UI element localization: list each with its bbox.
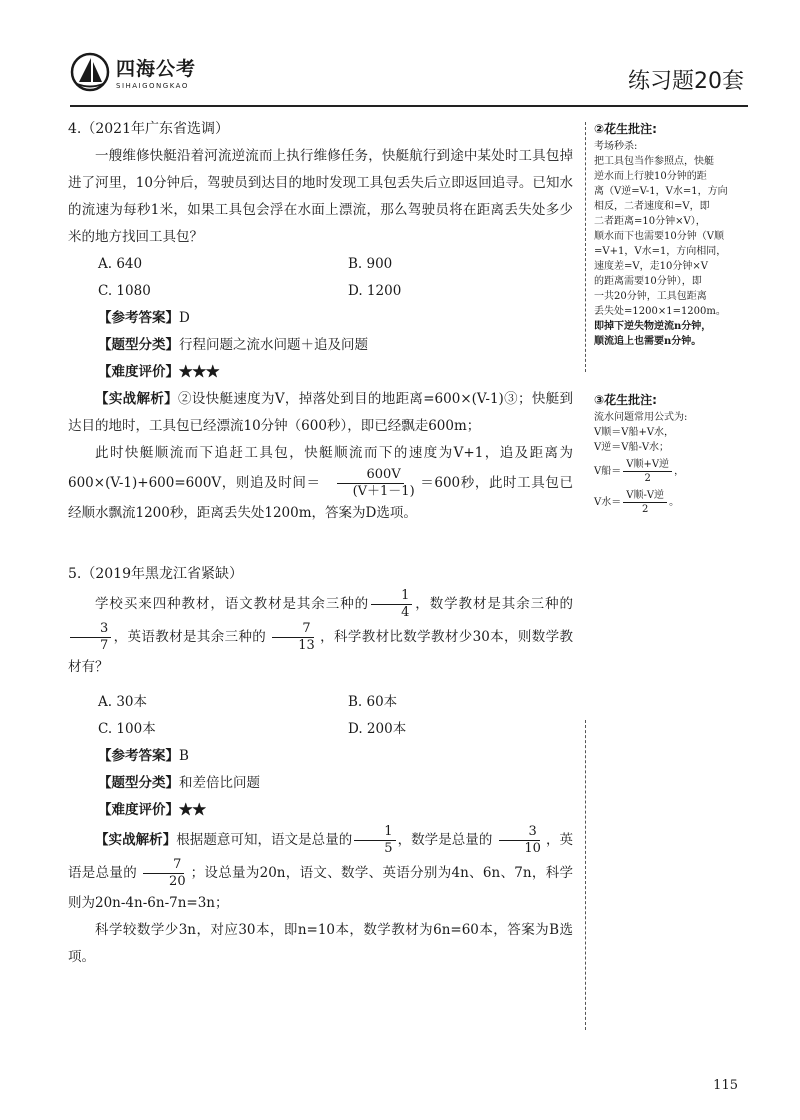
fraction xyxy=(70,621,111,654)
margin-divider xyxy=(585,122,586,372)
option: A. 30本 xyxy=(98,694,148,710)
main-content xyxy=(68,112,573,971)
question-4-stem: 一艘维修快艇沿着河流逆流而上执行维修任务，快艇航行到途中某处时工具包掉进了河里，10分钟后，驾驶员到达目的地时发现工具包丢失后立即返回追寻。已知水的流速为每秒1米，如果工具包会浮在水面上漂流，那么驾驶员将在距离丢失处多少米的地方找回工具包？ xyxy=(68,148,573,245)
formula-text: V船＝ xyxy=(594,466,622,477)
page-title: 练习题20套 xyxy=(628,69,744,94)
difficulty-stars: ★★★ xyxy=(179,364,220,380)
analysis-label: 【实战解析】 xyxy=(95,391,178,407)
side-note-formula xyxy=(594,458,784,485)
fraction xyxy=(139,857,189,890)
side-note-line: 速度差=V，走10分钟×V xyxy=(594,261,708,272)
type-value: 行程问题之流水问题＋追及问题 xyxy=(179,337,368,353)
side-note-line: V顺＝V船+V水， xyxy=(594,427,675,438)
side-note-line: 把工具包当作参照点，快艇 xyxy=(594,156,714,167)
fraction xyxy=(268,621,318,654)
fraction xyxy=(323,467,418,500)
type-label: 【题型分类】 xyxy=(98,337,179,353)
fraction xyxy=(354,824,395,857)
page-number: 115 xyxy=(713,1078,738,1093)
option: B. 60本 xyxy=(348,694,398,710)
side-note-line: =V+1，V水=1，方向相同， xyxy=(594,246,727,257)
fraction-denominator: 10 xyxy=(524,841,541,856)
answer-label: 【参考答案】 xyxy=(98,748,179,764)
question-5-options xyxy=(68,689,573,743)
type-row xyxy=(98,332,573,359)
answer-value: B xyxy=(179,748,189,764)
answer-label: 【参考答案】 xyxy=(98,310,179,326)
difficulty-stars: ★★ xyxy=(179,802,206,818)
analysis-paragraph xyxy=(68,440,573,527)
fraction-numerator: V顺-V逆 xyxy=(623,489,667,503)
fraction-numerator: 7 xyxy=(272,621,313,638)
option: C. 1080 xyxy=(98,283,151,299)
side-note-line: 考场秒杀: xyxy=(594,141,638,152)
type-value: 和差倍比问题 xyxy=(179,775,260,791)
stem-text: ，数学教材是其余三种的 xyxy=(414,596,574,612)
fraction-denominator: 2 xyxy=(641,504,649,515)
side-note-formula xyxy=(594,489,784,516)
fraction-numerator: 1 xyxy=(354,824,395,841)
formula-text: V水＝ xyxy=(594,497,622,508)
side-note-line: 丢失处=1200×1=1200m。 xyxy=(594,306,726,317)
margin-divider xyxy=(585,720,586,1030)
fraction-denominator: 4 xyxy=(401,605,410,620)
fraction-denominator: 7 xyxy=(100,638,109,653)
fraction-numerator: 1 xyxy=(371,588,412,605)
difficulty-row xyxy=(98,359,573,386)
side-note-line: 离（V逆=V-1，V水=1，方向 xyxy=(594,186,728,197)
side-note-line: 流水问题常用公式为: xyxy=(594,412,688,423)
analysis-text: ，数学是总量的 xyxy=(397,832,493,848)
fraction-denominator: 5 xyxy=(384,841,393,856)
fraction-numerator: 7 xyxy=(143,857,184,874)
fraction-numerator: 3 xyxy=(70,621,111,638)
sailboat-logo-icon xyxy=(70,52,110,92)
option: D. 200本 xyxy=(348,721,407,737)
analysis-text: 根据题意可知，语文是总量的 xyxy=(176,832,353,848)
logo-name: 四海公考 xyxy=(116,58,197,80)
logo-subtitle: SIHAIGONGKAO xyxy=(116,82,189,90)
side-note-line: 相反，二者速度和=V，即 xyxy=(594,201,710,212)
side-note-line: 的距离需要10分钟），即 xyxy=(594,276,702,287)
side-note-line: V逆＝V船-V水； xyxy=(594,442,670,453)
analysis-text: ＝600秒，此时工具包已经顺水飘流1200秒，距离丢失处1200m，答案为D选项。 xyxy=(68,475,573,521)
header-divider xyxy=(70,105,748,107)
analysis-paragraph: 科学较数学少3n，对应30本，即n=10本，数学教材为6n=60本，答案为B选项。 xyxy=(68,922,573,965)
type-row xyxy=(98,770,573,797)
fraction-denominator: 2 xyxy=(644,473,651,484)
analysis-label: 【实战解析】 xyxy=(95,832,177,848)
analysis-text: ，英语是总量的 xyxy=(68,832,574,881)
side-note-bold-line: 即掉下逆失物逆流n分钟， xyxy=(594,321,712,332)
answer-row xyxy=(98,743,573,770)
side-note-line: 一共20分钟，工具包距离 xyxy=(594,291,707,302)
fraction xyxy=(623,489,667,516)
question-5-stem xyxy=(68,588,573,681)
side-note-line: 二者距离=10分钟×V）， xyxy=(594,216,706,227)
analysis-text: ②设快艇速度为V，掉落处到目的地距离=600×(V-1)③；快艇到达目的地时，工具包已经漂流10分钟（600秒），即已经飘走600m； xyxy=(68,391,573,434)
side-notes xyxy=(594,122,784,516)
option: D. 1200 xyxy=(348,283,402,299)
analysis-paragraph xyxy=(68,386,573,440)
stem-text: 学校买来四种教材，语文教材是其余三种的 xyxy=(95,596,370,612)
option: B. 900 xyxy=(348,256,393,272)
header-logo xyxy=(70,52,196,92)
stem-text: ，科学教材比数学教材少30本，则数学教材有？ xyxy=(68,629,574,675)
question-5-header: 5.（2019年黑龙江省紧缺） xyxy=(68,566,243,582)
fraction-numerator: 3 xyxy=(499,824,540,841)
difficulty-label: 【难度评价】 xyxy=(98,802,179,818)
difficulty-label: 【难度评价】 xyxy=(98,364,179,380)
analysis-text: ；设总量为20n，语文、数学、英语分别为4n、6n、7n，科学则为20n-4n-6n-7n=3n； xyxy=(68,865,573,911)
analysis-paragraph xyxy=(68,824,573,917)
fraction xyxy=(494,824,544,857)
fraction-denominator: 13 xyxy=(298,638,315,653)
fraction-numerator: 600V xyxy=(337,467,404,484)
fraction xyxy=(623,458,672,485)
fraction-denominator: (V＋1－1) xyxy=(352,484,415,499)
type-label: 【题型分类】 xyxy=(98,775,179,791)
answer-value: D xyxy=(179,310,190,326)
question-4-options xyxy=(68,251,573,305)
difficulty-row xyxy=(98,797,573,824)
side-note-bold-line: 顺流追上也需要n分钟。 xyxy=(594,336,702,347)
formula-text: ， xyxy=(674,466,685,477)
option: A. 640 xyxy=(98,256,143,272)
fraction xyxy=(371,588,412,621)
side-note-line: 顺水而下也需要10分钟（V顺 xyxy=(594,231,724,242)
fraction-denominator: 20 xyxy=(169,874,186,889)
formula-text: 。 xyxy=(669,497,680,508)
side-note-1-title: ②花生批注: xyxy=(594,122,657,136)
option: C. 100本 xyxy=(98,721,156,737)
analysis-text: 此时快艇顺流而下追赶工具包，快艇顺流而下的速度为V+1，追及距离为600×(V-1)+600=600V，则追及时间＝ xyxy=(68,445,573,491)
fraction-numerator: V顺+V逆 xyxy=(623,458,672,472)
side-note-line: 逆水而上行驶10分钟的距 xyxy=(594,171,707,182)
stem-text: ，英语教材是其余三种的 xyxy=(113,629,267,645)
side-note-2-title: ③花生批注: xyxy=(594,393,657,407)
answer-row xyxy=(98,305,573,332)
question-4-header: 4.（2021年广东省选调） xyxy=(68,121,229,137)
